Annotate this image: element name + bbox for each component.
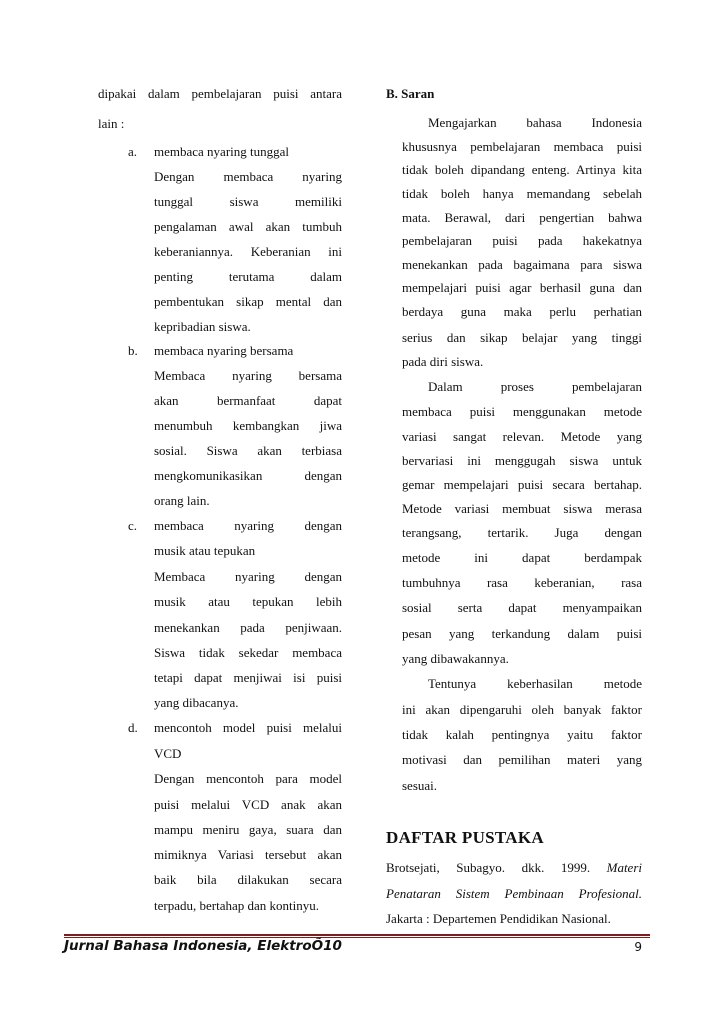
para2-line: sosial serta dapat menyampaikan xyxy=(402,600,642,615)
item-d-title: VCD xyxy=(154,746,182,761)
para2-line: Metode variasi membuat siswa merasa xyxy=(402,501,642,516)
para1-line: khususnya pembelajaran membaca puisi xyxy=(402,139,642,154)
para2-line: variasi sangat relevan. Metode yang xyxy=(402,429,642,444)
item-b-line: mengkomunikasikan dengan xyxy=(154,468,342,483)
item-a-line: Dengan membaca nyaring xyxy=(154,169,342,184)
para3-line: ini akan dipengaruhi oleh banyak faktor xyxy=(402,702,642,717)
item-a-marker: a. xyxy=(128,144,138,159)
item-b-marker: b. xyxy=(128,343,138,358)
item-d-line: puisi melalui VCD anak akan xyxy=(154,797,342,812)
item-d-line: terpadu, bertahap dan kontinyu. xyxy=(154,898,319,913)
journal-footer-title: Jurnal Bahasa Indonesia, ElektroÕ10 xyxy=(64,938,342,954)
para2-line: gemar mempelajari puisi secara bertahap. xyxy=(402,477,642,492)
para3-line: Tentunya keberhasilan metode xyxy=(428,676,642,691)
reference-line-1 xyxy=(386,860,642,876)
item-a-line: pembentukan sikap mental dan xyxy=(154,294,342,309)
daftar-pustaka-heading: DAFTAR PUSTAKA xyxy=(386,828,544,847)
footer-rule xyxy=(64,934,650,936)
para2-line: tumbuhnya rasa keberanian, rasa xyxy=(402,575,642,590)
para1-line: berdaya guna maka perlu perhatian xyxy=(402,304,642,319)
para2-line: metode ini dapat berdampak xyxy=(402,550,642,565)
item-a-line: tunggal siswa memiliki xyxy=(154,194,342,209)
page-number: 9 xyxy=(634,940,642,954)
item-c-marker: c. xyxy=(128,518,138,533)
para1-line: menekankan pada bagaimana para siswa xyxy=(402,257,642,272)
item-d-marker: d. xyxy=(128,720,138,735)
item-d-line: baik bila dilakukan secara xyxy=(154,872,342,887)
item-c-line: menekankan pada penjiwaan. xyxy=(154,620,342,635)
para1-line: mempelajari puisi agar berhasil guna dan xyxy=(402,280,642,295)
item-a-line: penting terutama dalam xyxy=(154,269,342,284)
para1-line: serius dan sikap belajar yang tinggi xyxy=(402,330,642,345)
para2-line: pesan yang terkandung dalam puisi xyxy=(402,626,642,641)
para1-line: tidak boleh dipandang enteng. Artinya kita xyxy=(402,162,642,177)
para1-line: tidak boleh hanya memandang sebelah xyxy=(402,186,642,201)
para2-line: terangsang, tertarik. Juga dengan xyxy=(402,525,642,540)
intro-line-2: lain : xyxy=(98,116,125,131)
para3-line: sesuai. xyxy=(402,778,438,793)
para3-line: tidak kalah pentingnya yaitu faktor xyxy=(402,727,642,742)
item-a-line: keberaniannya. Keberanian ini xyxy=(154,244,342,259)
item-b-line: orang lain. xyxy=(154,493,210,508)
intro-line-1: dipakai dalam pembelajaran puisi antara xyxy=(98,86,342,101)
para3-line: motivasi dan pemilihan materi yang xyxy=(402,752,642,767)
item-c-title: musik atau tepukan xyxy=(154,543,256,558)
para2-line: bervariasi ini menggugah siswa untuk xyxy=(402,453,642,468)
saran-heading: B. Saran xyxy=(386,86,435,101)
item-c-line: tetapi dapat menjiwai isi puisi xyxy=(154,670,342,685)
item-a-title: membaca nyaring tunggal xyxy=(154,144,290,159)
reference-authors: Brotsejati, Subagyo. dkk. 1999. xyxy=(386,860,607,875)
item-b-line: menumbuh kembangkan jiwa xyxy=(154,418,342,433)
item-b-title: membaca nyaring bersama xyxy=(154,343,294,358)
item-c-line: yang dibacanya. xyxy=(154,695,239,710)
item-c-line: Siswa tidak sekedar membaca xyxy=(154,645,342,660)
para1-line: Mengajarkan bahasa Indonesia xyxy=(428,115,642,130)
item-b-line: Membaca nyaring bersama xyxy=(154,368,342,383)
reference-line-3: Jakarta : Departemen Pendidikan Nasional. xyxy=(386,911,611,926)
item-d-line: mampu meniru gaya, suara dan xyxy=(154,822,342,837)
item-d-title: mencontoh model puisi melalui xyxy=(154,720,342,735)
para2-line: membaca puisi menggunakan metode xyxy=(402,404,642,419)
item-d-line: mimiknya Variasi tersebut akan xyxy=(154,847,342,862)
item-d-line: Dengan mencontoh para model xyxy=(154,771,342,786)
item-a-line: pengalaman awal akan tumbuh xyxy=(154,219,342,234)
para1-line: pembelajaran puisi pada hakekatnya xyxy=(402,233,642,248)
para2-line: Dalam proses pembelajaran xyxy=(428,379,642,394)
item-c-line: musik atau tepukan lebih xyxy=(154,594,342,609)
item-c-line: Membaca nyaring dengan xyxy=(154,569,342,584)
reference-line-2: Penataran Sistem Pembinaan Profesional. xyxy=(386,886,642,901)
para2-line: yang dibawakannya. xyxy=(402,651,509,666)
para1-line: mata. Berawal, dari pengertian bahwa xyxy=(402,210,642,225)
para1-line: pada diri siswa. xyxy=(402,354,484,369)
item-c-title: membaca nyaring dengan xyxy=(154,518,342,533)
item-b-line: akan bermanfaat dapat xyxy=(154,393,342,408)
item-b-line: sosial. Siswa akan terbiasa xyxy=(154,443,342,458)
reference-title-start: Materi xyxy=(606,860,642,875)
item-a-line: kepribadian siswa. xyxy=(154,319,251,334)
